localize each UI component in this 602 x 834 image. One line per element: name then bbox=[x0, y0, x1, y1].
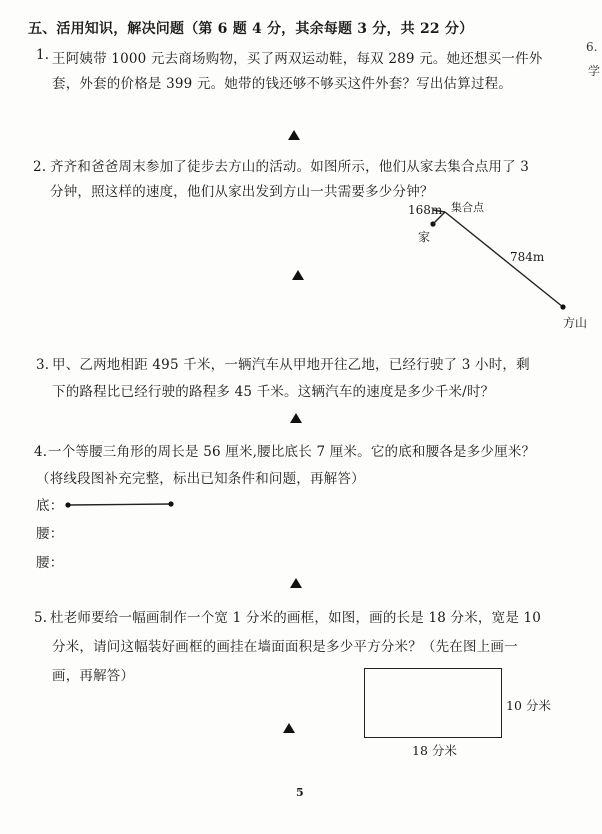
q5-line-2: 分米，请问这幅装好画框的画挂在墙面面积是多少平方分米？（先在图上画一 bbox=[52, 639, 518, 655]
q4-answer-marker bbox=[290, 578, 302, 588]
segment-label-leg-1: 腰： bbox=[36, 526, 64, 542]
frame-width-label: 10 分米 bbox=[506, 698, 551, 713]
dist1-label: 168m bbox=[408, 203, 443, 217]
q1-number: 1. bbox=[36, 47, 50, 63]
q5-answer-marker bbox=[283, 723, 295, 733]
base-segment-end bbox=[168, 501, 173, 506]
q5-number: 5. bbox=[34, 610, 48, 626]
q3-line-1: 甲、乙两地相距 495 千米，一辆汽车从甲地开往乙地，已经行驶了 3 小时，剩 bbox=[52, 357, 530, 373]
edge-text-2: 学 bbox=[588, 64, 601, 78]
meet-point-label: 集合点 bbox=[451, 201, 484, 214]
q3-line-2: 下的路程比已经行驶的路程多 45 千米。这辆汽车的速度是多少千米/时？ bbox=[52, 384, 495, 400]
q2-number: 2. bbox=[33, 159, 47, 175]
q2-line-2: 分钟，照这样的速度，他们从家出发到方山一共需要多少分钟？ bbox=[50, 184, 434, 200]
q4-line-2: （将线段图补充完整，标出已知条件和问题，再解答） bbox=[36, 471, 365, 487]
section-heading: 五、活用知识，解决问题（第 6 题 4 分，其余每题 3 分，共 22 分） bbox=[28, 21, 474, 37]
q1-line-2: 套，外套的价格是 399 元。她带的钱还够不够买这件外套？写出估算过程。 bbox=[52, 76, 513, 92]
page-number: 5 bbox=[296, 786, 304, 799]
q5-line-1: 杜老师要给一幅画制作一个宽 1 分米的画框，如图，画的长是 18 分米，宽是 10 bbox=[50, 610, 542, 626]
base-segment bbox=[68, 504, 171, 505]
frame-length-label: 18 分米 bbox=[412, 743, 457, 758]
home-label: 家 bbox=[418, 230, 431, 244]
q5-line-3: 画，再解答） bbox=[52, 668, 135, 684]
q2-line-1: 齐齐和爸爸周末参加了徒步去方山的活动。如图所示，他们从家去集合点用了 3 bbox=[50, 159, 530, 175]
edge-text-1: 6. bbox=[586, 40, 598, 54]
dist2-label: 784m bbox=[510, 250, 545, 264]
segment-label-leg-2: 腰： bbox=[36, 555, 64, 571]
mountain-label: 方山 bbox=[563, 316, 588, 330]
base-segment-start bbox=[65, 502, 70, 507]
q1-line-1: 王阿姨带 1000 元去商场购物，买了两双运动鞋，每双 289 元。她还想买一件外 bbox=[52, 51, 543, 67]
segment-label-base: 底： bbox=[36, 498, 64, 514]
painting-rectangle bbox=[364, 668, 502, 738]
q4-line-1: 一个等腰三角形的周长是 56 厘米,腰比底长 7 厘米。它的底和腰各是多少厘米？ bbox=[48, 444, 536, 460]
q3-number: 3. bbox=[36, 357, 50, 373]
q4-number: 4. bbox=[34, 444, 48, 460]
